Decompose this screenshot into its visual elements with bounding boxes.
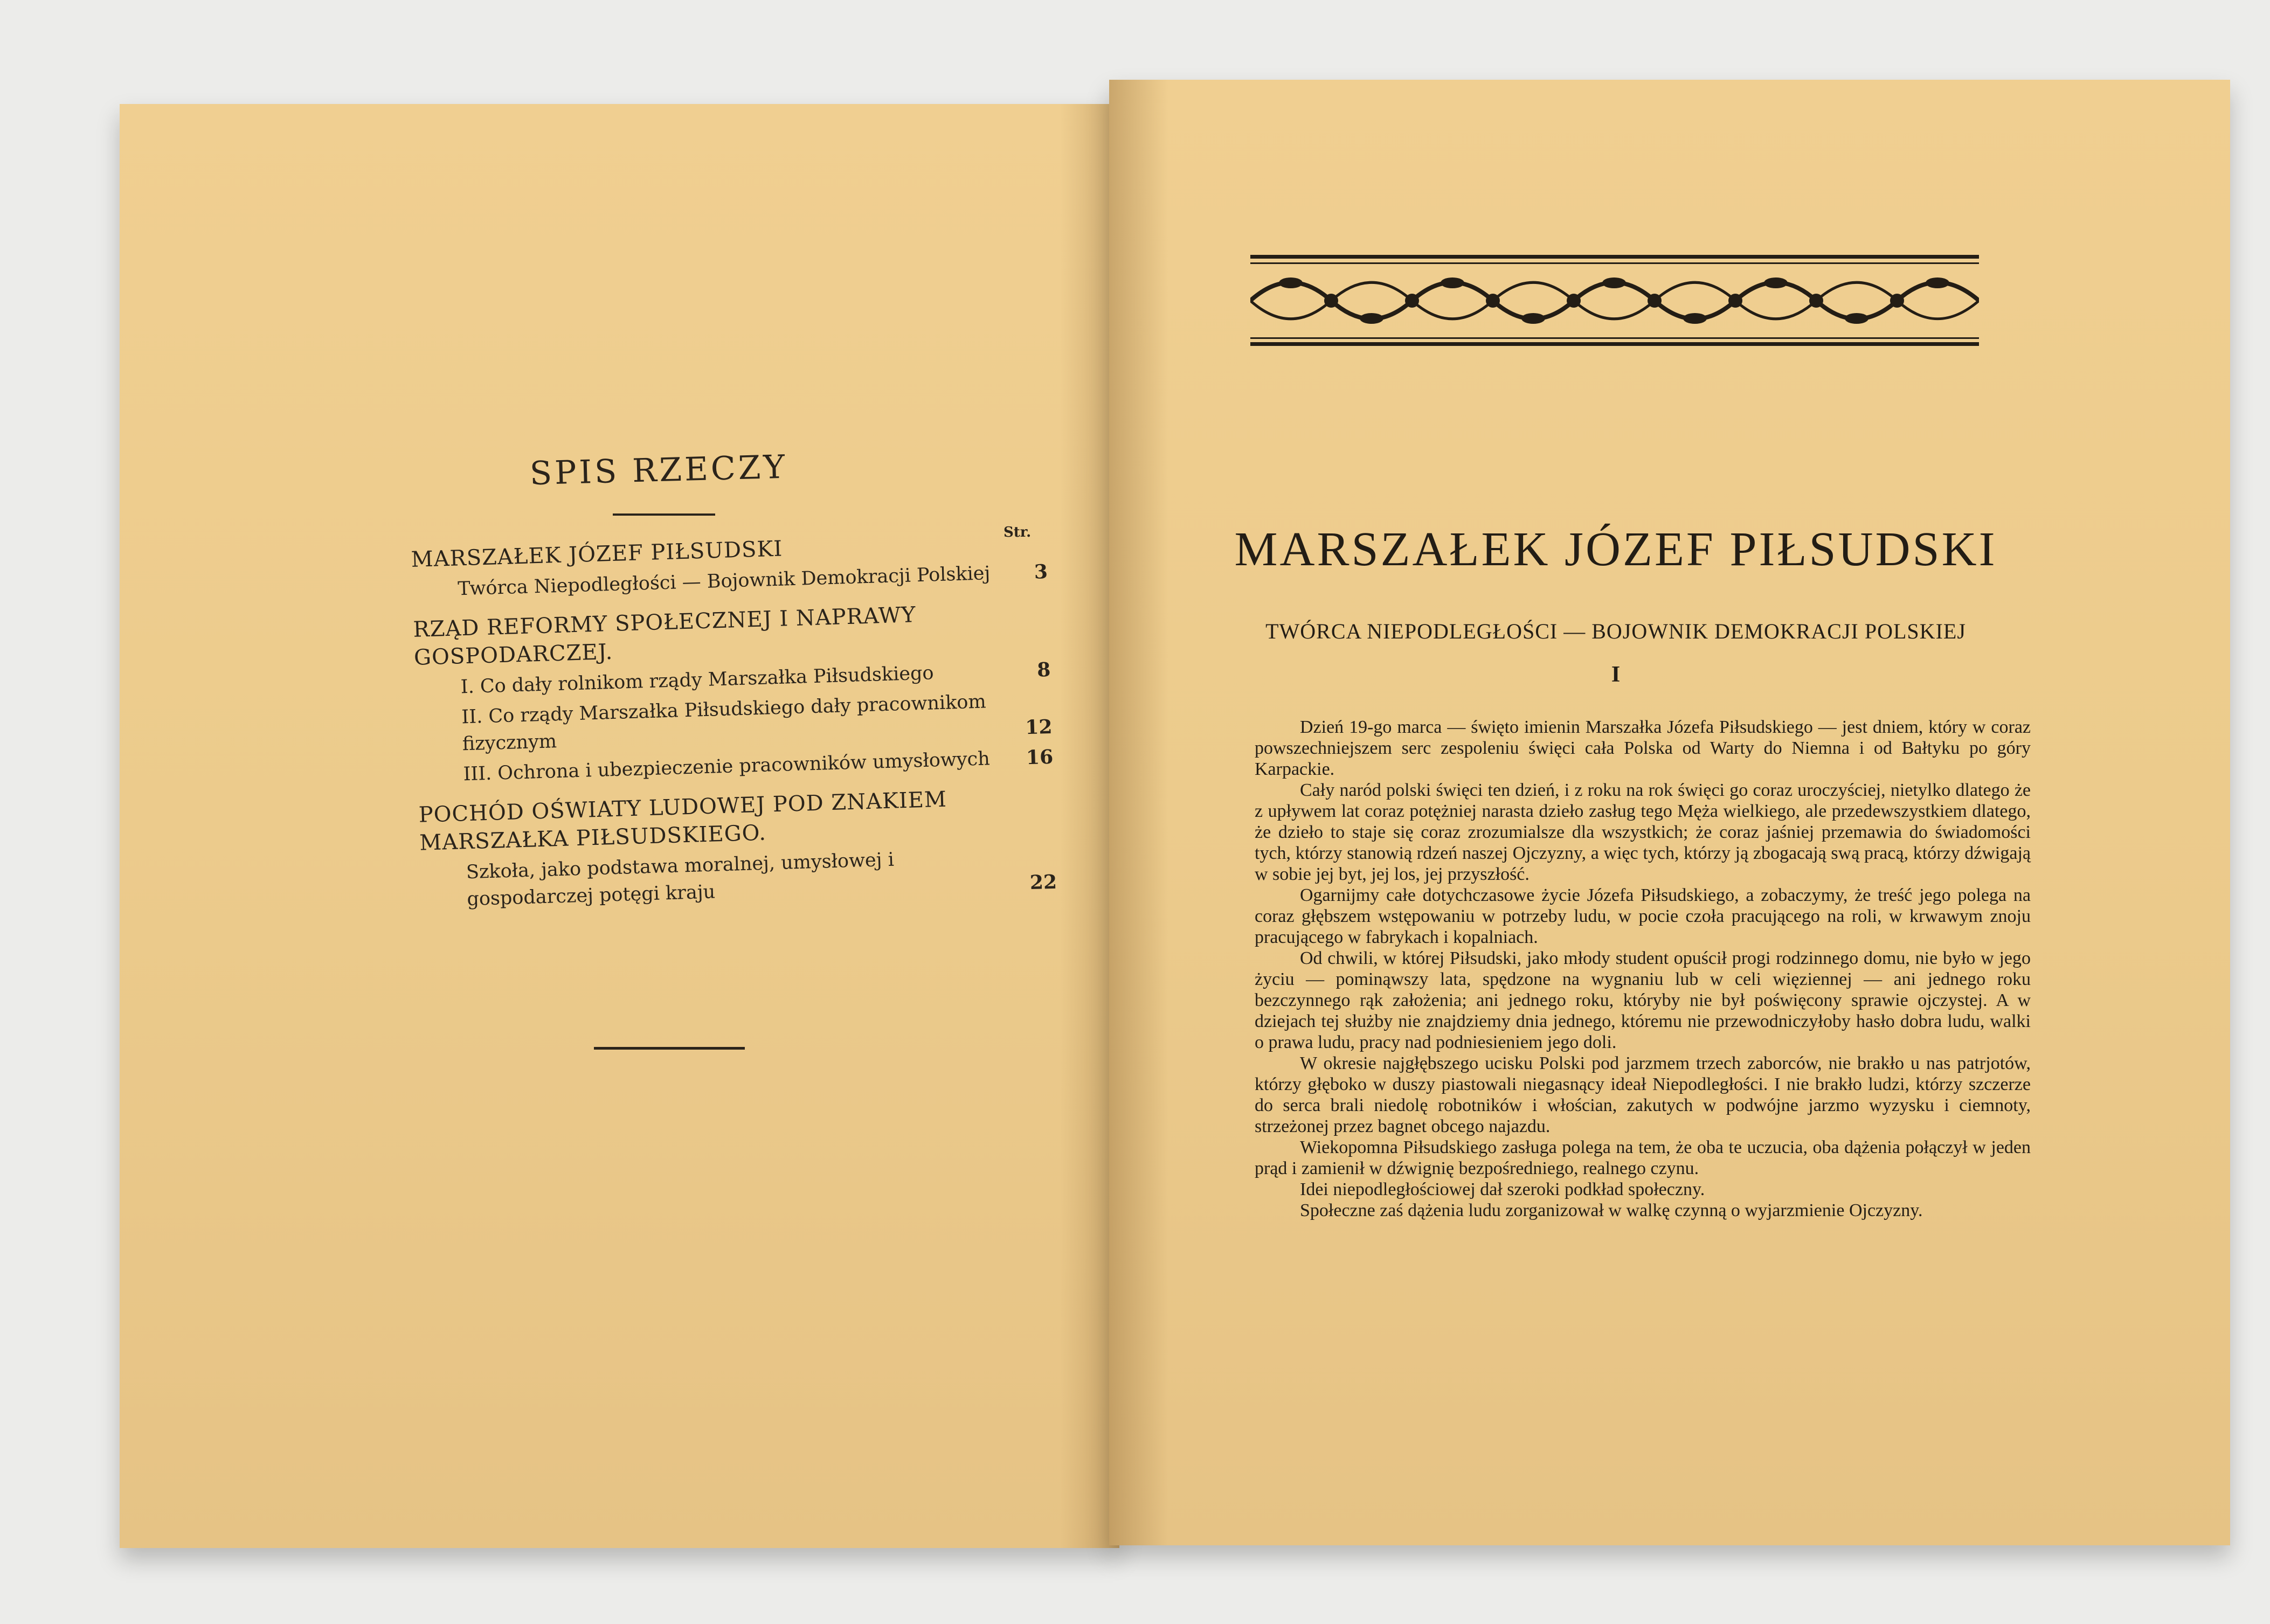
heading-divider bbox=[613, 513, 715, 516]
toc-page-number: 16 bbox=[1026, 745, 1054, 769]
closing-divider bbox=[594, 1047, 745, 1050]
article-body bbox=[1255, 717, 2031, 1221]
toc-entry-text: II. Co rządy Marszałka Piłsudskiego dały pracownikom fizycznym bbox=[461, 691, 987, 755]
left-page bbox=[120, 104, 1119, 1548]
gutter-shadow bbox=[1109, 80, 1168, 1545]
toc-entry-text: III. Ochrona i ubezpieczenie pracowników umysłowych bbox=[463, 748, 991, 786]
toc-entry-text: Szkoła, jako podstawa moralnej, umysłowej i gospodarczej potęgi kraju bbox=[466, 849, 895, 911]
toc-page-number: 22 bbox=[1029, 870, 1057, 894]
body-paragraph: Dzień 19-go marca — święto imienin Marszałka Józefa Piłsudskiego — jest dniem, który w coraz powszechniejszem serc zespoleniu święci cała Polska od Warty do Niemna i od Bałtyku po góry Karpackie. bbox=[1255, 717, 2031, 779]
toc-section-title: RZĄD REFORMY SPOŁECZNEJ I NAPRAWY GOSPODARCZEJ. bbox=[412, 602, 917, 670]
toc-heading: SPIS RZECZY bbox=[529, 448, 788, 493]
toc-section bbox=[411, 527, 1048, 604]
body-paragraph: Cały naród polski święci ten dzień, i z roku na rok święci go coraz uroczyściej, nietylko dlatego że z upływem lat coraz potężniej narasta dzieło zasług tego Męża wielkiego, ale przedewszystkiem dlatego, że dzieło to staje się coraz zrozumialsze dla wszystkich; że coraz jaśniej przemawia do świadomości tych, którzy stanowią rdzeń naszej Ojczyzny, a więc tych, którzy ją zbogacają swą pracą, którzy dźwigają w sobie jej byt, jej los, jej przyszłość. bbox=[1255, 780, 2031, 884]
toc-section bbox=[413, 597, 1054, 789]
toc-section-title: POCHÓD OŚWIATY LUDOWEJ POD ZNAKIEM MARSZAŁKA PIŁSUDSKIEGO. bbox=[418, 787, 947, 856]
toc-entry-text: I. Co dały rolnikom rządy Marszałka Piłsudskiego bbox=[460, 662, 935, 698]
toc-page-number: 8 bbox=[1036, 658, 1051, 682]
table-of-contents bbox=[411, 527, 1057, 926]
toc-page-number: 12 bbox=[1025, 715, 1053, 739]
toc-page-number: 3 bbox=[1034, 560, 1048, 584]
article-subtitle: TWÓRCA NIEPODLEGŁOŚCI — BOJOWNIK DEMOKRACJI POLSKIEJ bbox=[1265, 619, 1966, 643]
page-column-label: Str. bbox=[1003, 524, 1032, 540]
right-page bbox=[1109, 80, 2230, 1545]
toc-entry-text: Twórca Niepodległości — Bojownik Demokracji Polskiej bbox=[457, 563, 991, 600]
toc-section-title: MARSZAŁEK JÓZEF PIŁSUDSKI bbox=[411, 536, 783, 572]
toc-section bbox=[418, 782, 1057, 914]
body-paragraph: W okresie najgłębszego ucisku Polski pod jarzmem trzech zaborców, nie brakło u nas patrjotów, którzy głęboko w duszy piastowali niegasnący ideał Niepodległości. I nie brakło ludzi, którzy szczerze do serca brali niedolę robotników i włościan, zakutych w podwójne jarzmo wyzysku i ciemnoty, strzeżonej przez bagnet obcego najazdu. bbox=[1255, 1053, 2031, 1136]
body-paragraph: Od chwili, w której Piłsudski, jako młody student opuścił progi rodzinnego domu, nie było w jego życiu — pominąwszy lata, spędzone na wygnaniu lub w celi więziennej — ani jednego roku bezczynnego rąk założenia; ani jednego roku, któryby nie był poświęcony sprawie ojczystej. A w dziejach tej służby nie znajdziemy dnia jednego, któremu nie przewodniczyłoby hasło dobra ludu, walki o prawa ludu, pracy nad podniesieniem jego doli. bbox=[1255, 948, 2031, 1052]
body-paragraph: Społeczne zaś dążenia ludu zorganizował w walkę czynną o wyjarzmienie Ojczyzny. bbox=[1300, 1200, 1923, 1220]
section-numeral: I bbox=[1611, 662, 1621, 687]
body-paragraph: Ogarnijmy całe dotychczasowe życie Józefa Piłsudskiego, a zobaczymy, że treść jego polega na coraz głębszem wstępowaniu w potrzeby ludu, w pocie czoła pracującego na roli, w krwawym znoju pracującego w fabrykach i kopalniach. bbox=[1255, 885, 2031, 947]
article-title: MARSZAŁEK JÓZEF PIŁSUDSKI bbox=[1234, 523, 1997, 576]
body-paragraph: Wiekopomna Piłsudskiego zasługa polega na tem, że oba te uczucia, oba dążenia połączył w jeden prąd i zamienił w dźwignię bezpośredniego, realnego czynu. bbox=[1255, 1137, 2031, 1178]
ornamental-header-border bbox=[1250, 255, 1979, 346]
body-paragraph: Idei niepodległościowej dał szeroki podkład społeczny. bbox=[1300, 1179, 1705, 1199]
